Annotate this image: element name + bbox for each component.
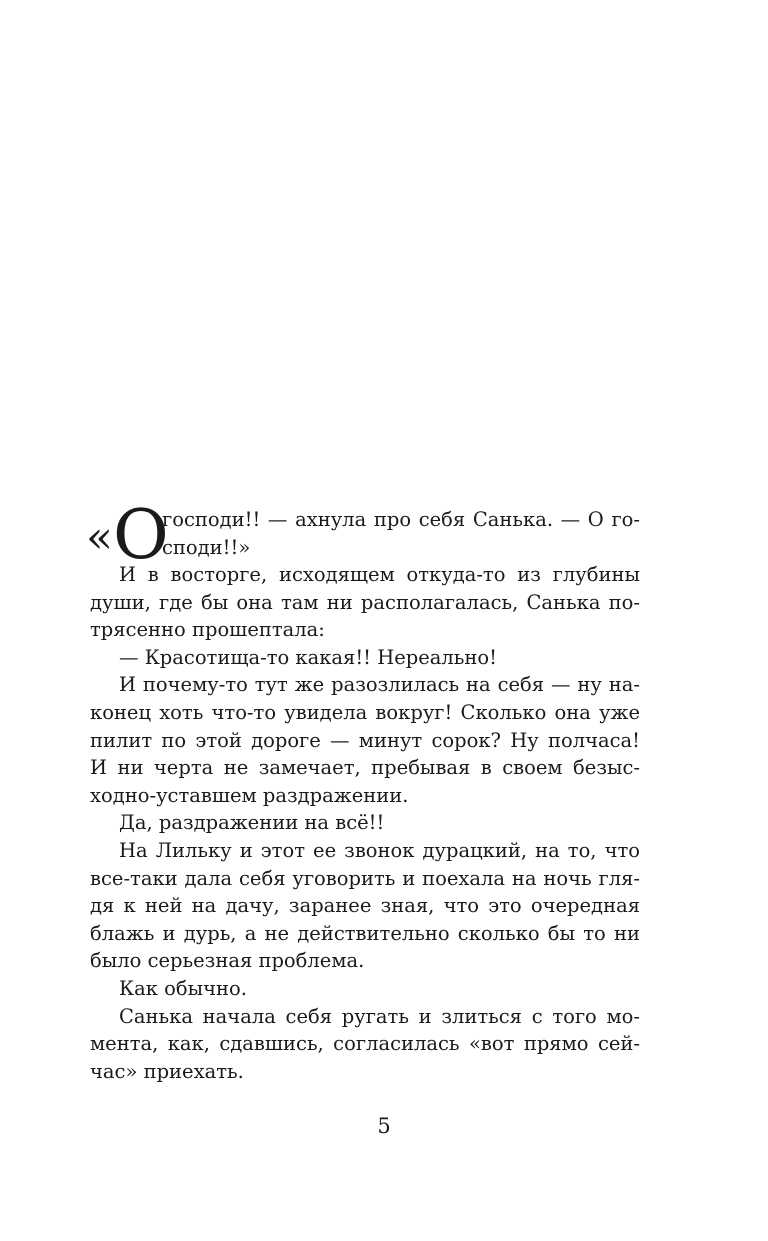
text-line: все-таки дала себя уговорить и поехала на ночь гля- <box>90 866 640 890</box>
text-line: час» приехать. <box>90 1059 244 1083</box>
opening-quote-mark: « <box>86 512 113 563</box>
text-line: На Лильку и этот ее звонок дурацкий, на то, что <box>119 838 640 862</box>
text-line: Да, раздражении на всё!! <box>119 811 385 835</box>
text-line: дя к ней на дачу, заранее зная, что это очередная <box>90 894 640 918</box>
paragraph-lines <box>90 561 640 1085</box>
text-line: было серьезная проблема. <box>90 949 365 973</box>
text-line: блажь и дурь, а не действительно сколько бы то ни <box>90 921 640 945</box>
text-line: трясенно прошептала: <box>90 618 325 642</box>
text-line: пилит по этой дороге — минут сорок? Ну полчаса! <box>90 728 640 752</box>
text-line: ходно-уставшем раздражении. <box>90 783 409 807</box>
text-line: И в восторге, исходящем откуда-то из глубины <box>119 563 640 586</box>
text-line: — Красотища-то какая!! Нереально! <box>119 645 497 669</box>
text-line: господи!! — ахнула про себя Санька. — О го- <box>162 508 640 531</box>
text-line: Как обычно. <box>119 976 247 1000</box>
text-line: И ни черта не замечает, пребывая в своем безыс- <box>90 756 640 780</box>
text-line: споди!!» <box>162 535 251 559</box>
text-line: мента, как, сдавшись, согласилась «вот прямо сей- <box>90 1032 640 1056</box>
drop-cap-letter: О <box>113 496 169 575</box>
text-line: Санька начала себя ругать и злиться с того мо- <box>119 1004 640 1028</box>
text-line: конец хоть что-то увидела вокруг! Сколько она уже <box>90 700 640 724</box>
body-text <box>86 496 640 1085</box>
text-line: души, где бы она там ни располагалась, Санька по- <box>90 590 640 614</box>
page-number: 5 <box>377 1114 391 1138</box>
text-line: И почему-то тут же разозлилась на себя — ну на- <box>119 673 640 697</box>
